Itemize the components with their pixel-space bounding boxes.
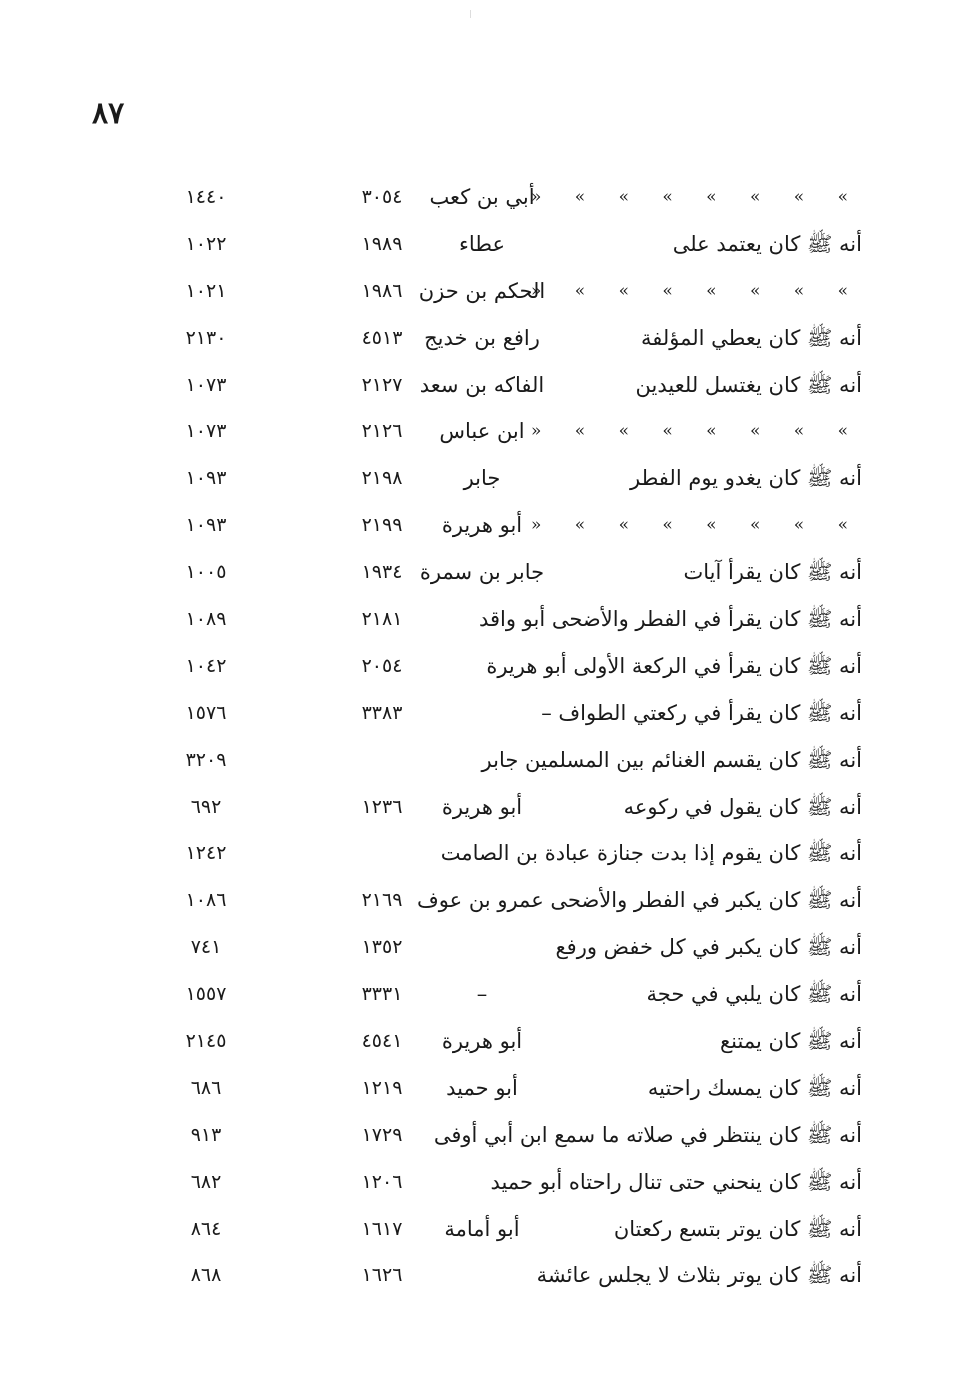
hadith-number: ٢١٨١ bbox=[361, 608, 403, 631]
index-row bbox=[150, 221, 862, 268]
hadith-number: ٢١٢٦ bbox=[361, 420, 403, 443]
index-row bbox=[150, 690, 862, 737]
hadith-incipit: أنه ﷺ كان يقرأ في الفطر والأضحى أبو واقد bbox=[478, 607, 862, 632]
narrator-name: أبو حميد bbox=[446, 1075, 518, 1100]
narrator-name: الفاكه بن سعد bbox=[419, 372, 545, 397]
hadith-incipit: أنه ﷺ كان يكبر في الفطر والأضحى عمرو بن عوف bbox=[417, 888, 862, 913]
page-reference: ١٤٤٠ bbox=[185, 186, 227, 208]
hadith-number: ٣٣٣١ bbox=[361, 983, 403, 1006]
hadith-number: ١٢٣٦ bbox=[361, 795, 403, 818]
narrator-name: – bbox=[476, 982, 488, 1007]
hadith-incipit: » » » » » » » « bbox=[530, 515, 862, 536]
hadith-incipit: أنه ﷺ كان يمسك راحتيه bbox=[647, 1075, 862, 1100]
index-row bbox=[150, 971, 862, 1018]
hadith-incipit: أنه ﷺ كان يغدو يوم الفطر bbox=[629, 466, 862, 491]
hadith-incipit: أنه ﷺ كان يمتنع bbox=[720, 1029, 862, 1054]
hadith-incipit: أنه ﷺ كان ينحني حتى تنال راحتاه أبو حميد bbox=[490, 1169, 862, 1194]
index-row bbox=[150, 502, 862, 549]
hadith-incipit: أنه ﷺ كان يوتر بتسع ركعتان bbox=[613, 1216, 862, 1241]
hadith-incipit: أنه ﷺ كان يوتر بثلاث لا يجلس عائشة bbox=[536, 1263, 862, 1288]
hadith-incipit: أنه ﷺ كان يعتمد على bbox=[672, 231, 862, 256]
page-reference: ١٥٥٧ bbox=[185, 983, 227, 1006]
page-reference: ١٠٩٣ bbox=[185, 514, 227, 537]
page-number: ٨٧ bbox=[92, 96, 125, 131]
page-reference: ٨٦٤ bbox=[190, 1217, 222, 1240]
page-reference: ٩١٣ bbox=[190, 1123, 222, 1146]
hadith-number: ١٩٣٤ bbox=[361, 561, 403, 584]
hadith-number: ١٩٨٩ bbox=[361, 232, 403, 255]
page-reference: ٦٨٦ bbox=[190, 1076, 222, 1099]
index-row bbox=[150, 643, 862, 690]
hadith-incipit: أنه ﷺ كان يعطي المؤلفة bbox=[640, 325, 862, 350]
index-row bbox=[150, 174, 862, 221]
index-row bbox=[150, 1065, 862, 1112]
index-row bbox=[150, 830, 862, 877]
index-row bbox=[150, 408, 862, 455]
hadith-number: ١٩٨٦ bbox=[361, 279, 403, 302]
page-reference: ٦٨٢ bbox=[190, 1170, 222, 1193]
page-reference: ١٠٧٣ bbox=[185, 420, 227, 443]
index-row bbox=[150, 455, 862, 502]
index-row bbox=[150, 1206, 862, 1253]
page-reference: ١٠٢١ bbox=[185, 279, 227, 302]
narrator-name: جابر بن سمرة bbox=[419, 560, 545, 585]
top-margin-mark bbox=[470, 10, 471, 18]
page-reference: ٧٤١ bbox=[190, 936, 222, 959]
index-row bbox=[150, 315, 862, 362]
narrator-name: أبو هريرة bbox=[441, 794, 523, 819]
hadith-number: ٤٥١٣ bbox=[361, 326, 403, 349]
narrator-name: أبي بن كعب bbox=[429, 185, 535, 209]
page-reference: ٣٢٠٩ bbox=[185, 748, 227, 771]
narrator-name: عطاء bbox=[458, 231, 506, 256]
index-row bbox=[150, 1252, 862, 1299]
hadith-number: ٤٥٤١ bbox=[361, 1030, 403, 1053]
page-reference: ١٠٢٢ bbox=[185, 232, 227, 255]
hadith-number: ٢١٩٩ bbox=[361, 514, 403, 537]
narrator-name: جابر bbox=[463, 466, 501, 491]
hadith-incipit: » » » » » » » « bbox=[530, 421, 862, 442]
hadith-incipit: أنه ﷺ كان يقرأ آيات bbox=[683, 560, 862, 585]
hadith-incipit: أنه ﷺ كان يلبي في حجة bbox=[646, 982, 862, 1007]
index-row bbox=[150, 924, 862, 971]
page-reference: ١٠٨٩ bbox=[185, 608, 227, 631]
hadith-number: ١٦٢٦ bbox=[361, 1264, 403, 1287]
page-reference: ٢١٤٥ bbox=[185, 1030, 227, 1053]
page-reference: ١٠٤٢ bbox=[185, 654, 227, 677]
narrator-name: الحكم بن حزن bbox=[418, 278, 546, 303]
hadith-number: ٢١٢٧ bbox=[361, 373, 403, 396]
index-row bbox=[150, 1112, 862, 1159]
hadith-incipit: » » » » » » » « bbox=[530, 187, 862, 207]
narrator-name: أبو أمامة bbox=[444, 1216, 520, 1241]
index-row bbox=[150, 877, 862, 924]
hadith-number: ١٣٥٢ bbox=[361, 936, 403, 959]
index-row bbox=[150, 268, 862, 315]
hadith-incipit: أنه ﷺ كان ينتظر في صلاته ما سمع ابن أبي أوفى bbox=[433, 1122, 862, 1147]
index-row bbox=[150, 1159, 862, 1206]
hadith-incipit: أنه ﷺ كان يقول في ركوعه bbox=[623, 794, 862, 819]
page-reference: ١٠٨٦ bbox=[185, 889, 227, 912]
hadith-index-table bbox=[150, 174, 862, 1299]
hadith-incipit: » » » » » » » « bbox=[530, 280, 862, 301]
index-row bbox=[150, 737, 862, 784]
index-row bbox=[150, 1018, 862, 1065]
page-reference: ٨٦٨ bbox=[190, 1264, 222, 1287]
page-reference: ١٠٠٥ bbox=[185, 561, 227, 584]
hadith-incipit: أنه ﷺ كان يقوم إذا بدت جنازة عبادة بن الصامت bbox=[440, 841, 862, 866]
hadith-number: ٢٠٥٤ bbox=[361, 654, 403, 677]
index-row bbox=[150, 549, 862, 596]
hadith-incipit: أنه ﷺ كان يقسم الغنائم بين المسلمين جابر bbox=[481, 747, 862, 772]
page-reference: ١٠٩٣ bbox=[185, 467, 227, 490]
hadith-number: ١٢٠٦ bbox=[361, 1170, 403, 1193]
page-reference: ٦٩٢ bbox=[190, 795, 222, 818]
page-reference: ١٢٤٢ bbox=[185, 842, 227, 865]
index-row bbox=[150, 784, 862, 831]
narrator-name: ابن عباس bbox=[439, 419, 525, 444]
hadith-number: ١٦١٧ bbox=[361, 1217, 403, 1240]
hadith-number: ١٧٢٩ bbox=[361, 1123, 403, 1146]
hadith-incipit: أنه ﷺ كان يقرأ في الركعة الأولى أبو هريرة bbox=[486, 653, 862, 678]
page-reference: ١٥٧٦ bbox=[185, 701, 227, 724]
hadith-number: ٢١٩٨ bbox=[361, 467, 403, 490]
hadith-incipit: أنه ﷺ كان يغتسل للعيدين bbox=[635, 372, 862, 397]
hadith-incipit: أنه ﷺ كان يقرأ في ركعتي الطواف – bbox=[541, 700, 862, 725]
hadith-number: ٣٣٨٣ bbox=[361, 701, 403, 724]
page-reference: ٢١٣٠ bbox=[185, 326, 227, 349]
narrator-name: رافع بن خديج bbox=[424, 325, 540, 350]
index-row bbox=[150, 362, 862, 409]
hadith-number: ٢١٦٩ bbox=[361, 889, 403, 912]
hadith-number: ١٢١٩ bbox=[361, 1076, 403, 1099]
hadith-incipit: أنه ﷺ كان يكبر في كل خفض ورفع bbox=[555, 935, 862, 960]
page-reference: ١٠٧٣ bbox=[185, 373, 227, 396]
hadith-number: ٣٠٥٤ bbox=[361, 186, 403, 208]
narrator-name: أبو هريرة bbox=[441, 513, 523, 538]
index-row bbox=[150, 596, 862, 643]
narrator-name: أبو هريرة bbox=[441, 1029, 523, 1054]
